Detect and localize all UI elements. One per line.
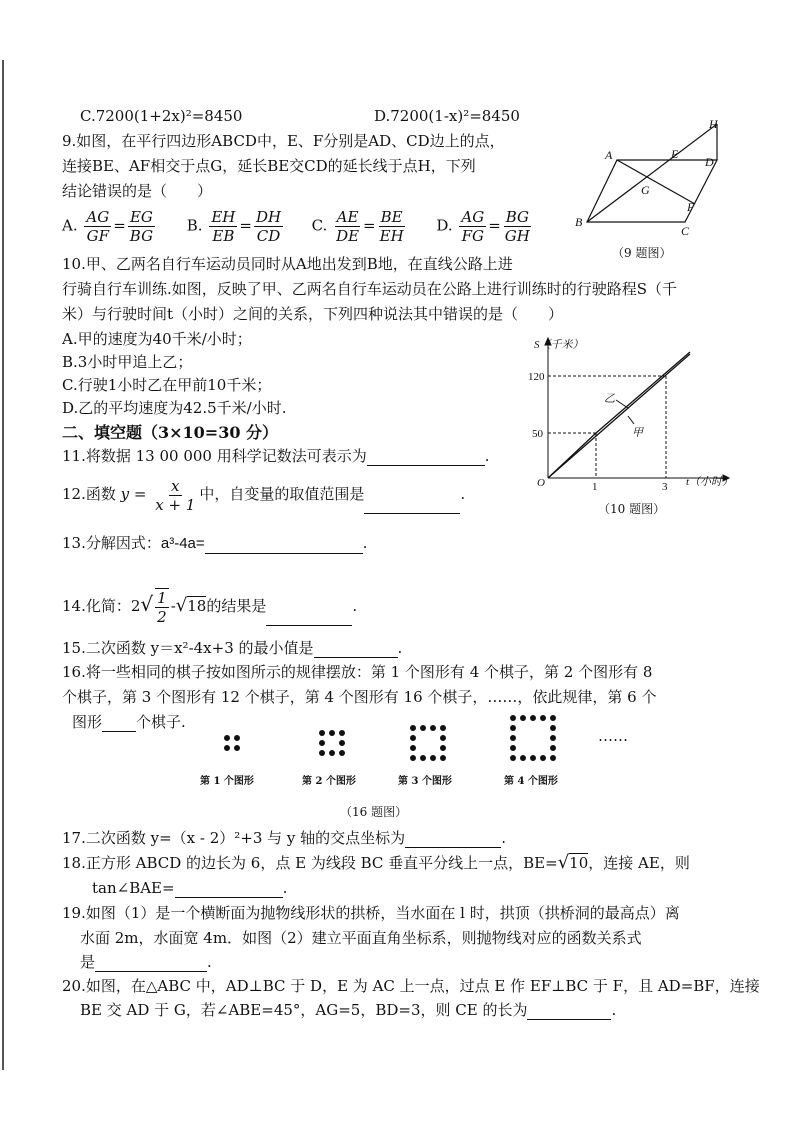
- q9-line3: 结论错误的是（ ）: [62, 182, 213, 200]
- q16-fig-label-4: 第 4 个图形: [504, 776, 558, 787]
- denominator: x + 1: [155, 495, 196, 514]
- radical-sign: √: [557, 852, 570, 873]
- x-axis-label: t（小时）: [686, 476, 734, 488]
- pointer-yi: [616, 400, 628, 408]
- q16-fig-label-1: 第 1 个图形: [200, 776, 254, 787]
- numerator: BG: [505, 208, 529, 226]
- q19-end: .: [207, 953, 212, 971]
- q20-line1: 20.如图，在△ABC 中，AD⊥BC 于 D，E 为 AC 上一点，过点 E 作 EF⊥BC 于 F，且 AD=BF，连接: [62, 977, 760, 995]
- y-tick-120: 120: [528, 371, 545, 383]
- q15-text: 15.二次函数 y＝x²-4x+3 的最小值是: [62, 639, 314, 657]
- q12: [62, 476, 465, 514]
- figure-2-dots: [319, 730, 345, 756]
- parallelogram-abcd: [587, 160, 717, 222]
- equals: =: [113, 216, 126, 235]
- q20-answer-blank[interactable]: [527, 1003, 611, 1020]
- q10-line3: 米）与行驶时间t（小时）之间的关系，下列四种说法其中错误的是（ ）: [62, 305, 564, 323]
- q17-text: 17.二次函数 y=（x - 2）²+3 与 y 轴的交点坐标为: [62, 829, 406, 847]
- denominator: CD: [256, 227, 281, 245]
- q14-radicand: 18: [187, 597, 207, 615]
- denominator: 2: [157, 608, 167, 626]
- pointer-jia: [628, 416, 634, 424]
- q18-radicand: 10: [569, 854, 589, 872]
- q13-pre: 13.分解因式：: [62, 534, 161, 552]
- q13-expression: a³-4a=: [160, 535, 205, 552]
- q16-fig-label-2: 第 2 个图形: [302, 776, 356, 787]
- denominator: DE: [336, 227, 360, 245]
- fraction: [459, 208, 486, 245]
- q19-line2: 水面 2m，水面宽 4m．如图（2）建立平面直角坐标系，则抛物线对应的函数关系式: [80, 929, 642, 947]
- label-g: G: [641, 183, 650, 197]
- q12-function-y: y =: [120, 485, 147, 503]
- label-d: D: [705, 155, 714, 169]
- q10-option-a: A.甲的速度为40千米/小时；: [62, 330, 252, 348]
- q10-caption: （10 题图）: [598, 502, 666, 516]
- q13: [62, 533, 367, 554]
- q18-line1-pre: 18.正方形 ABCD 的边长为 6，点 E 为线段 BC 垂直平分线上一点，BE=: [62, 854, 558, 872]
- q15-answer-blank[interactable]: [314, 641, 398, 658]
- figure-1-dots: [224, 735, 240, 751]
- q10-line2: 行骑自行车训练.如图，反映了甲、乙两名自行车运动员在公路上进行训练时的行驶路程S（千: [62, 280, 678, 298]
- q10-option-d: D.乙的平均速度为42.5千米/小时.: [62, 399, 287, 417]
- q14-end: .: [352, 597, 358, 615]
- fraction: [254, 208, 283, 245]
- section2-heading: 二、填空题（3×10=30 分）: [62, 423, 279, 442]
- q8-option-d: D.7200(1-x)²=8450: [374, 107, 520, 125]
- q12-post: 中，自变量的取值范围是: [199, 485, 365, 503]
- numerator: EG: [129, 208, 153, 226]
- numerator: EH: [211, 208, 236, 226]
- q18-line1: [62, 853, 690, 873]
- numerator: AG: [86, 208, 110, 226]
- q14: [62, 588, 357, 626]
- q19-line3-pre: 是: [80, 953, 96, 971]
- label-jia: 甲: [632, 427, 643, 439]
- label-h: H: [709, 117, 718, 131]
- q16-fig-label-3: 第 3 个图形: [398, 776, 452, 787]
- numerator: AG: [461, 208, 485, 226]
- q16-answer-blank[interactable]: [102, 715, 136, 732]
- q9-option-d-letter: D.: [436, 216, 453, 235]
- q15: [62, 638, 402, 658]
- radical-sign: √: [175, 595, 188, 616]
- label-b: B: [575, 215, 583, 229]
- q9-option-c: [312, 208, 432, 245]
- q18-answer-blank[interactable]: [175, 881, 283, 898]
- denominator: GH: [504, 227, 530, 245]
- label-yi: 乙: [604, 393, 615, 405]
- q19-line1: 19.如图（1）是一个横断面为抛物线形状的拱桥，当水面在 l 时，拱顶（拱桥洞的最高点）离: [62, 904, 680, 922]
- q16-line3-pre: 图形: [72, 713, 103, 731]
- denominator: EB: [212, 227, 235, 245]
- numerator: BE: [380, 208, 403, 226]
- line-jia: [548, 354, 690, 478]
- q9-option-c-letter: C.: [311, 216, 328, 235]
- figure-4-dots: [510, 715, 556, 761]
- fraction: [128, 208, 155, 245]
- q9-option-a: [62, 208, 182, 245]
- y-tick-50: 50: [532, 428, 543, 440]
- q15-end: .: [397, 639, 403, 657]
- figure-3-dots: [410, 725, 446, 761]
- fraction: [503, 208, 532, 245]
- equals: =: [363, 216, 376, 235]
- q9-option-b-letter: B.: [186, 216, 203, 235]
- q16-ellipsis: ……: [598, 727, 628, 745]
- q17-answer-blank[interactable]: [405, 831, 501, 848]
- origin-label: O: [537, 477, 545, 489]
- q14-answer-blank[interactable]: [266, 609, 352, 626]
- q11-end: .: [484, 447, 490, 465]
- q19-answer-blank[interactable]: [95, 955, 207, 972]
- numerator: AE: [336, 208, 359, 226]
- q14-fraction: [155, 588, 169, 626]
- q16-line2: 个棋子，第 3 个图形有 12 个棋子，第 4 个图形有 16 个棋子，……，依此规律，第 6 个: [62, 688, 657, 706]
- x-tick-1: 1: [592, 481, 598, 492]
- q13-end: .: [362, 534, 368, 552]
- numerator: 1: [157, 589, 167, 607]
- q13-answer-blank[interactable]: [205, 537, 363, 554]
- radical-sign: √: [140, 592, 154, 616]
- fraction: [209, 208, 237, 245]
- q14-pre: 14.化简：: [62, 597, 131, 615]
- q12-pre: 12.函数: [62, 485, 116, 503]
- q9-parallelogram-figure: [565, 112, 735, 237]
- x-tick-3: 3: [662, 481, 668, 492]
- q9-options: [62, 208, 556, 245]
- equals: =: [239, 216, 252, 235]
- q10-line1: 10.甲、乙两名自行车运动员同时从A地出发到B地，在直线公路上进: [62, 255, 513, 273]
- q12-answer-blank[interactable]: [364, 497, 460, 514]
- q9-option-d: [436, 208, 556, 245]
- q8-option-c: C.7200(1+2x)²=8450: [80, 107, 243, 125]
- label-e: E: [671, 147, 679, 161]
- q20-line2-text: BE 交 AD 于 G，若∠ABE=45°，AG=5，BD=3，则 CE 的长为: [80, 1001, 528, 1019]
- denominator: EH: [379, 227, 404, 245]
- q20-end: .: [611, 1001, 617, 1019]
- q10-option-b: B.3小时甲追上乙；: [62, 353, 193, 371]
- q10-option-c: C.行驶1小时乙在甲前10千米；: [62, 376, 272, 394]
- numerator: DH: [255, 208, 282, 226]
- q16-line3: [72, 712, 186, 732]
- fraction: [378, 208, 406, 245]
- denominator: BG: [129, 227, 154, 245]
- denominator: FG: [461, 227, 484, 245]
- q18-line2: [92, 878, 287, 898]
- line-af: [617, 160, 695, 204]
- q11: [62, 446, 490, 466]
- q18-line2-pre: tan∠BAE=: [92, 879, 175, 897]
- fraction: [334, 208, 361, 245]
- y-axis-label: S（千米）: [534, 339, 584, 351]
- line-bh: [587, 124, 717, 222]
- page-left-border: [2, 60, 4, 1070]
- numerator: x: [171, 476, 180, 495]
- q14-minus: -: [170, 597, 176, 615]
- q11-text: 11.将数据 13 00 000 用科学记数法可表示为: [62, 447, 367, 465]
- denominator: GF: [86, 227, 109, 245]
- q11-answer-blank[interactable]: [367, 449, 485, 466]
- equals: =: [488, 216, 501, 235]
- q9-option-b: [187, 208, 307, 245]
- q9-caption: （9 题图）: [612, 246, 672, 260]
- q19-line3: [80, 952, 212, 972]
- label-c: C: [681, 224, 690, 237]
- q16-dot-figures: [195, 712, 645, 774]
- q17-end: .: [501, 829, 506, 847]
- label-a: A: [605, 148, 613, 162]
- q14-coef: 2: [130, 597, 141, 615]
- q12-end: .: [460, 485, 466, 503]
- q18-line1-post: ，连接 AE，则: [588, 854, 690, 872]
- q16-line1: 16.将一些相同的棋子按如图所示的规律摆放：第 1 个图形有 4 个棋子，第 2 个图形有 8: [62, 663, 653, 681]
- q9-line2: 连接BE、AF相交于点G，延长BE交CD的延长线于点H，下列: [62, 157, 476, 175]
- q17: [62, 828, 506, 848]
- q9-line1: 9.如图，在平行四边形ABCD中，E、F分别是AD、CD边上的点，: [62, 132, 505, 150]
- q16-caption: （16 题图）: [340, 805, 408, 819]
- label-f: F: [687, 200, 695, 214]
- fraction: [84, 208, 111, 245]
- q14-post: 的结果是: [206, 597, 267, 615]
- q20-line2: [80, 1000, 616, 1020]
- q10-graph: [528, 330, 738, 492]
- q12-fraction: [153, 477, 197, 514]
- q16-line3-post: 个棋子.: [136, 713, 186, 731]
- q18-end: .: [282, 879, 288, 897]
- q9-option-a-letter: A.: [62, 216, 78, 235]
